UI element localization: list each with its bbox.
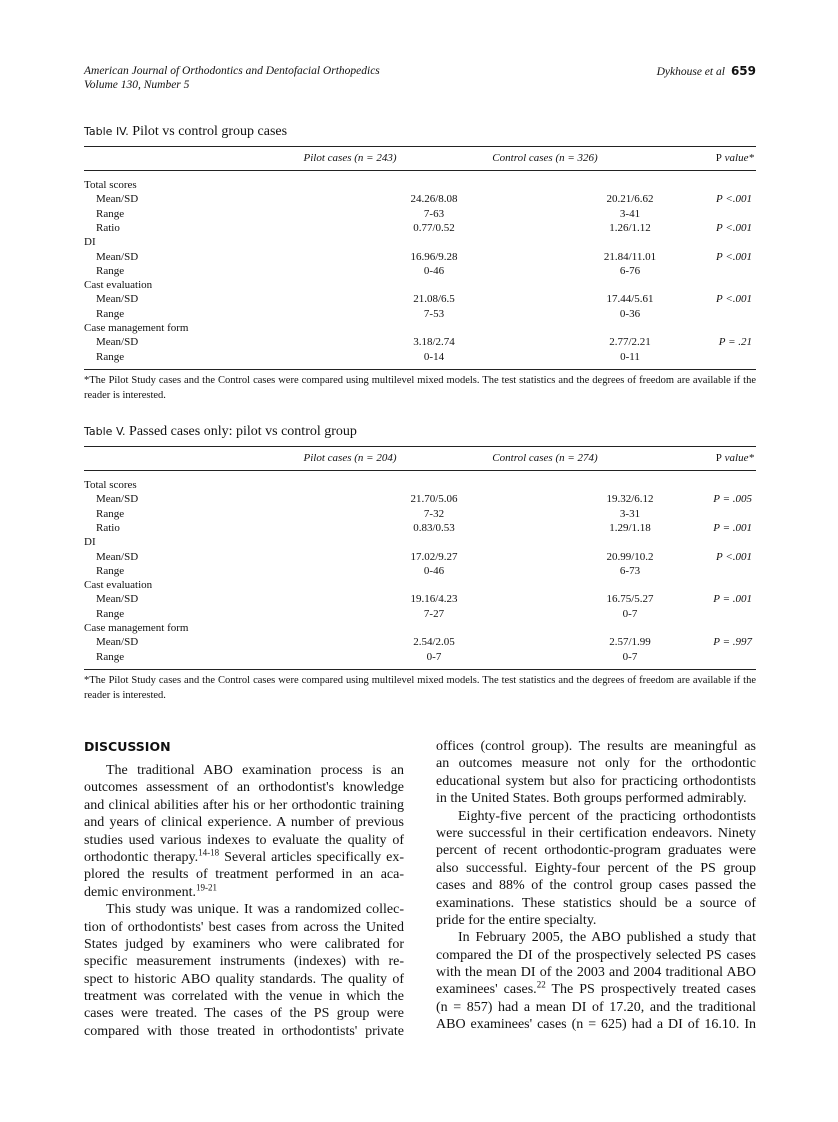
- table-row: [84, 521, 756, 535]
- table-row: [84, 592, 756, 606]
- pilot-value: 17.02/9.27: [410, 550, 458, 563]
- text-line: [436, 895, 756, 912]
- row-label: Total scores: [84, 179, 137, 191]
- citation-superscript: 19-21: [195, 882, 217, 893]
- p-value-label: value*: [724, 152, 754, 164]
- text-line: [436, 947, 756, 964]
- table-row: [84, 335, 756, 349]
- column-header-pilot: Pilot cases (n = 204): [303, 452, 397, 464]
- text-line: [436, 929, 756, 946]
- column-header-p-value: [716, 152, 754, 164]
- text-line: [84, 901, 404, 918]
- pilot-value: 0-14: [423, 350, 445, 363]
- table-row: [84, 635, 756, 649]
- table-row: [84, 550, 756, 564]
- line-text: and clinical abilities after his or her orthodontic training: [84, 797, 404, 813]
- row-label: Mean/SD: [96, 193, 139, 206]
- table-header-rule: [84, 170, 756, 171]
- row-label: Mean/SD: [96, 293, 139, 306]
- pilot-value: 0-46: [423, 264, 445, 277]
- row-label: DI: [84, 536, 96, 549]
- line-text: an outcomes measure not only for the orthodontic: [436, 756, 756, 772]
- line-text: also successful. Eighty-four percent of the PS group: [436, 860, 756, 876]
- line-text: (n = 857) had a mean DI of 17.20, and the traditional: [436, 999, 756, 1015]
- line-text: tion of orthodontists' best cases from across the United: [84, 919, 404, 935]
- text-line: [436, 738, 756, 755]
- text-line: [436, 999, 756, 1016]
- line-text: in the United States. Both groups performed admirably.: [436, 791, 747, 807]
- table-footnote: *The Pilot Study cases and the Control cases were compared using multilevel mixed models. The test statistics and the degrees of freedom are available if the reader is interested.: [84, 375, 756, 401]
- line-text: examinations. These statistics should be a source of: [436, 895, 756, 911]
- row-label: Range: [96, 607, 125, 620]
- column-header-p-value: [716, 452, 754, 464]
- p-value: P = .005: [713, 493, 752, 506]
- row-label: Ratio: [96, 221, 120, 234]
- row-label: Range: [96, 350, 125, 363]
- table-group-row: [84, 321, 756, 335]
- page-number: 659: [730, 64, 756, 78]
- row-label: DI: [84, 236, 96, 249]
- control-value: 16.75/5.27: [606, 593, 654, 606]
- line-text: compared the DI of the prospectively selected PS cases: [436, 947, 756, 963]
- pilot-value: 19.16/4.23: [410, 593, 458, 606]
- pilot-value: 2.54/2.05: [413, 636, 455, 649]
- control-value: 17.44/5.61: [606, 293, 654, 306]
- line-text: examinees' cases.: [436, 982, 537, 998]
- text-line: [84, 953, 404, 970]
- p-value: P <.001: [716, 221, 752, 234]
- text-line: [436, 964, 756, 981]
- text-line: [84, 1023, 404, 1040]
- column-header-pilot: Pilot cases (n = 243): [303, 152, 397, 164]
- pilot-value: 7-63: [423, 207, 445, 220]
- pilot-value: 0.83/0.53: [413, 521, 455, 534]
- table-footnote: *The Pilot Study cases and the Control cases were compared using multilevel mixed models. The test statistics and the degrees of freedom are available if the reader is interested.: [84, 675, 756, 701]
- line-text: Eighty-five percent of the practicing orthodontists: [458, 808, 756, 824]
- line-text: and years of clinical experience. A number of previous: [84, 815, 404, 831]
- text-line: [436, 842, 756, 859]
- row-label: Case management form: [84, 622, 189, 634]
- table-row: [84, 607, 756, 621]
- table-group-row: [84, 578, 756, 592]
- text-line: [436, 790, 756, 807]
- p-value: P <.001: [716, 293, 752, 306]
- line-text: cases were treated. The cases of the PS group were: [84, 1006, 404, 1022]
- row-label: Mean/SD: [96, 493, 139, 506]
- pilot-value: 7-32: [423, 507, 445, 520]
- table-group-row: [84, 178, 756, 192]
- row-label: Range: [96, 650, 125, 663]
- p-value: P <.001: [716, 250, 752, 263]
- table-title: [84, 124, 287, 140]
- line-text: In February 2005, the ABO published a study that: [458, 930, 756, 946]
- table-title: [84, 424, 357, 440]
- line-text: studies used various indexes to evaluate the quality of: [84, 832, 404, 848]
- text-line: [84, 832, 404, 849]
- text-line: [436, 912, 756, 929]
- text-line: [84, 919, 404, 936]
- text-line: [436, 877, 756, 894]
- pilot-value: 16.96/9.28: [410, 250, 458, 263]
- line-text: compared with those treated in orthodontists' private: [84, 1023, 404, 1039]
- row-label: Total scores: [84, 479, 137, 491]
- control-value: 0-11: [620, 350, 640, 363]
- left-text-column: [84, 762, 404, 1040]
- control-value: 6-76: [619, 264, 641, 277]
- row-label: Mean/SD: [96, 593, 139, 606]
- line-text: pride for the entire specialty.: [436, 912, 597, 928]
- table-group-row: [84, 235, 756, 249]
- text-line: [84, 971, 404, 988]
- pilot-value: 7-53: [423, 307, 445, 320]
- table-row: [84, 192, 756, 206]
- table-top-rule: [84, 146, 756, 147]
- row-label: Cast evaluation: [84, 279, 153, 292]
- text-line: [436, 773, 756, 790]
- control-value: 6-73: [619, 564, 641, 577]
- control-value: 20.21/6.62: [606, 193, 654, 206]
- text-line: [84, 849, 404, 866]
- table-label: Table V.: [84, 425, 126, 438]
- running-header: [84, 64, 380, 92]
- row-label: Mean/SD: [96, 250, 139, 263]
- text-line: [84, 762, 404, 779]
- pilot-value: 7-27: [423, 607, 445, 620]
- control-value: 1.29/1.18: [609, 521, 651, 534]
- table-row: [84, 250, 756, 264]
- journal-name: American Journal of Orthodontics and Dentofacial Orthopedics: [84, 65, 380, 77]
- text-line: [84, 988, 404, 1005]
- control-value: 20.99/10.2: [606, 550, 654, 563]
- table-top-rule: [84, 446, 756, 447]
- table-group-row: [84, 278, 756, 292]
- table-caption: Passed cases only: pilot vs control group: [129, 424, 357, 439]
- line-text: This study was unique. It was a randomized collec-: [106, 902, 404, 918]
- row-label: Mean/SD: [96, 636, 139, 649]
- text-line: [84, 936, 404, 953]
- right-text-column: [436, 738, 756, 1034]
- row-label: Cast evaluation: [84, 579, 153, 592]
- row-label: Mean/SD: [96, 336, 139, 349]
- text-line: [436, 981, 756, 998]
- table-row: [84, 507, 756, 521]
- pilot-value: 0-7: [426, 650, 442, 663]
- control-value: 0-7: [622, 650, 638, 663]
- line-text-continued: Several articles specifically ex-: [219, 849, 404, 865]
- column-header-control: Control cases (n = 274): [492, 452, 598, 464]
- journal-volume: Volume 130, Number 5: [84, 79, 190, 91]
- text-line: [84, 814, 404, 831]
- text-line: [84, 779, 404, 796]
- table-group-row: [84, 478, 756, 492]
- text-line: [436, 825, 756, 842]
- p-value: P = .21: [718, 336, 752, 349]
- control-value: 3-41: [619, 207, 641, 220]
- page-header-right: [657, 64, 756, 79]
- row-label: Case management form: [84, 322, 189, 334]
- line-text: cases and 88% of the control group cases passed the: [436, 878, 756, 894]
- pilot-value: 0-46: [423, 564, 445, 577]
- line-text: with the mean DI of the 2003 and 2004 traditional ABO: [436, 965, 756, 981]
- row-label: Range: [96, 307, 125, 320]
- row-label: Mean/SD: [96, 550, 139, 563]
- pilot-value: 0.77/0.52: [413, 221, 455, 234]
- line-text: The traditional ABO examination process is an: [106, 763, 404, 778]
- control-value: 0-7: [622, 607, 638, 620]
- table-bottom-rule: [84, 669, 756, 670]
- table-row: [84, 307, 756, 321]
- control-value: 3-31: [619, 507, 641, 520]
- text-line: [436, 1016, 756, 1033]
- table-row: [84, 564, 756, 578]
- text-line: [436, 755, 756, 772]
- row-label: Range: [96, 207, 125, 220]
- control-value: 1.26/1.12: [609, 221, 651, 234]
- table-row: [84, 292, 756, 306]
- line-text: ABO examinees' cases (n = 625) had a DI of 16.10. In: [436, 1017, 756, 1033]
- pilot-value: 21.08/6.5: [413, 293, 455, 306]
- pilot-value: 21.70/5.06: [410, 493, 458, 506]
- line-text: offices (control group). The results are meaningful as: [436, 739, 756, 754]
- p-value: P = .997: [713, 636, 752, 649]
- control-value: 21.84/11.01: [603, 250, 657, 263]
- line-text: States judged by examiners who were calibrated for: [84, 936, 404, 952]
- table-caption: Pilot vs control group cases: [132, 124, 288, 139]
- table-group-row: [84, 535, 756, 549]
- line-text-continued: The PS prospectively treated cases: [545, 982, 756, 998]
- control-value: 0-36: [619, 307, 641, 320]
- p-value: P <.001: [716, 193, 752, 206]
- citation-superscript: 14-18: [198, 847, 220, 858]
- line-text: treatment was correlated with the venue in which the: [84, 989, 404, 1005]
- table-row: [84, 221, 756, 235]
- column-header-control: Control cases (n = 326): [492, 152, 598, 164]
- p-value-label: value*: [724, 452, 754, 464]
- text-line: [84, 866, 404, 883]
- pilot-value: 24.26/8.08: [410, 193, 458, 206]
- table-row: [84, 650, 756, 664]
- table-row: [84, 207, 756, 221]
- section-heading-discussion: DISCUSSION: [84, 739, 171, 754]
- text-line: [84, 797, 404, 814]
- table-header-rule: [84, 470, 756, 471]
- p-letter: P: [715, 452, 722, 464]
- line-text: specific measurement instruments (indexes) with re-: [84, 954, 404, 970]
- row-label: Range: [96, 264, 125, 277]
- control-value: 19.32/6.12: [606, 493, 654, 506]
- row-label: Ratio: [96, 521, 120, 534]
- line-text: plored the results of treatment performed in an aca-: [84, 867, 404, 883]
- control-value: 2.77/2.21: [609, 336, 651, 349]
- text-line: [436, 808, 756, 825]
- row-label: Range: [96, 507, 125, 520]
- table-row: [84, 264, 756, 278]
- line-text: orthodontic therapy.: [84, 849, 199, 865]
- table-bottom-rule: [84, 369, 756, 370]
- table-group-row: [84, 621, 756, 635]
- p-letter: P: [715, 152, 722, 164]
- text-line: [84, 1005, 404, 1022]
- line-text: outcomes assessment of an orthodontist's knowledge: [84, 780, 404, 796]
- row-label: Range: [96, 564, 125, 577]
- table-label: Table IV.: [84, 125, 129, 138]
- control-value: 2.57/1.99: [609, 636, 651, 649]
- p-value: P <.001: [716, 550, 752, 563]
- line-text: educational system but also for practicing orthodontists: [436, 773, 756, 789]
- text-line: [84, 884, 404, 901]
- line-text: percent of recent orthodontic-program graduates were: [436, 843, 756, 859]
- authors: Dykhouse et al: [656, 66, 725, 78]
- pilot-value: 3.18/2.74: [413, 336, 455, 349]
- p-value: P = .001: [713, 521, 752, 534]
- line-text: spect to historic ABO quality standards. The quality of: [84, 971, 404, 987]
- table-row: [84, 350, 756, 364]
- line-text: demic environment.: [84, 884, 196, 900]
- text-line: [436, 860, 756, 877]
- citation-superscript: 22: [536, 979, 546, 990]
- p-value: P = .001: [713, 593, 752, 606]
- table-row: [84, 492, 756, 506]
- line-text: were successful in their certification endeavors. Ninety: [436, 825, 756, 841]
